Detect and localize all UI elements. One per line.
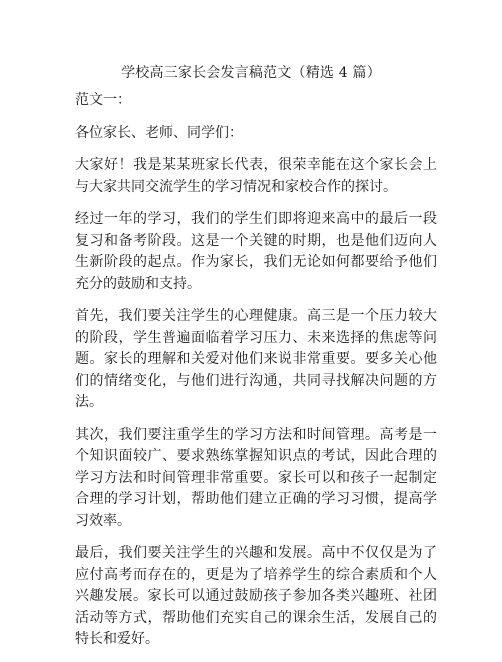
paragraph: 大家好！我是某某班家长代表，很荣幸能在这个家长会上与大家共同交流学生的学习情况和家校合作的探讨。 <box>75 157 437 195</box>
paragraph: 经过一年的学习，我们的学生们即将迎来高中的最后一段复习和备考阶段。这是一个关键的时期，也是他们迈向人生新阶段的起点。作为家长，我们无论如何都要给予他们充分的鼓励和支持。 <box>75 211 437 292</box>
document-body <box>75 90 437 662</box>
paragraph: 其次，我们要注重学生的学习方法和时间管理。高考是一个知识面较广、要求熟练掌握知识点的考试，因此合理的学习方法和时间管理非常重要。家长可以和孩子一起制定合理的学习计划，帮助他们建立正确的学习习惯，提高学习效率。 <box>75 426 437 529</box>
section-heading: 范文一： <box>75 92 131 108</box>
document-title: 学校高三家长会发言稿范文（精选 4 篇） <box>121 65 381 81</box>
paragraph: 最后，我们要关注学生的兴趣和发展。高中不仅仅是为了应付高考而存在的，更是为了培养学生的综合素质和个人兴趣发展。家长可以通过鼓励孩子参加各类兴趣班、社团活动等方式，帮助他们充实自己的课余生活，发展自己的特长和爱好。 <box>75 545 437 647</box>
paragraph: 首先，我们要关注学生的心理健康。高三是一个压力较大的阶段，学生普遍面临着学习压力、未来选择的焦虑等问题。家长的理解和关爱对他们来说非常重要。要多关心他们的情绪变化，与他们进行沟通，共同寻找解决问题的方法。 <box>75 308 437 410</box>
salutation: 各位家长、老师、同学们： <box>75 124 243 141</box>
